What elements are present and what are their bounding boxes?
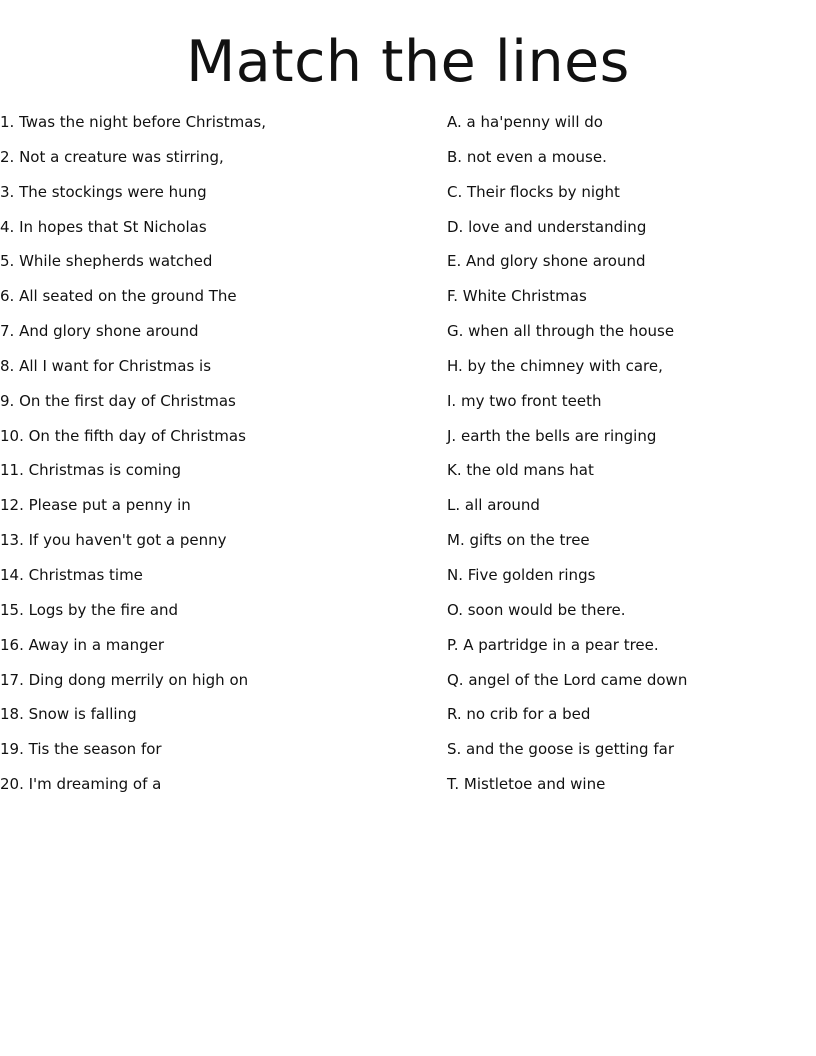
right-line-m: M. gifts on the tree [447, 531, 590, 550]
right-line-i: I. my two front teeth [447, 391, 602, 410]
right-line-b: B. not even a mouse. [447, 147, 607, 166]
right-line-r: R. no crib for a bed [447, 705, 591, 724]
right-line-l: L. all around [447, 496, 540, 515]
right-line-d: D. love and understanding [447, 217, 647, 236]
left-line-15: 15. Logs by the fire and [0, 600, 179, 619]
left-line-20: 20. I'm dreaming of a [0, 775, 162, 794]
page-title: Match the lines [186, 29, 630, 95]
left-line-7: 7. And glory shone around [0, 322, 199, 341]
left-line-19: 19. Tis the season for [0, 740, 162, 759]
right-line-t: T. Mistletoe and wine [447, 775, 606, 794]
right-column-list [447, 110, 687, 807]
right-line-q: Q. angel of the Lord came down [447, 670, 688, 689]
right-line-o: O. soon would be there. [447, 600, 626, 619]
right-line-f: F. White Christmas [447, 287, 587, 306]
right-line-s: S. and the goose is getting far [447, 740, 674, 759]
left-line-13: 13. If you haven't got a penny [0, 531, 227, 550]
left-line-8: 8. All I want for Christmas is [0, 356, 212, 375]
left-line-1: 1. Twas the night before Christmas, [0, 113, 266, 131]
left-line-11: 11. Christmas is coming [0, 461, 182, 480]
left-line-4: 4. In hopes that St Nicholas [0, 217, 207, 236]
left-line-2: 2. Not a creature was stirring, [0, 147, 224, 166]
left-line-6: 6. All seated on the ground The [0, 287, 237, 306]
left-line-3: 3. The stockings were hung [0, 182, 207, 201]
left-column-list [0, 110, 266, 807]
left-line-12: 12. Please put a penny in [0, 496, 191, 515]
right-line-n: N. Five golden rings [447, 565, 596, 584]
right-line-p: P. A partridge in a pear tree. [447, 635, 659, 654]
right-line-h: H. by the chimney with care, [447, 356, 663, 375]
left-line-17: 17. Ding dong merrily on high on [0, 670, 249, 689]
right-line-g: G. when all through the house [447, 322, 675, 341]
left-line-14: 14. Christmas time [0, 565, 143, 584]
right-line-k: K. the old mans hat [447, 461, 594, 480]
right-line-j: J. earth the bells are ringing [447, 426, 657, 445]
left-line-9: 9. On the first day of Christmas [0, 391, 236, 410]
right-line-e: E. And glory shone around [447, 252, 646, 271]
left-line-18: 18. Snow is falling [0, 705, 137, 724]
right-line-a: A. a ha'penny will do [447, 113, 603, 131]
left-line-10: 10. On the fifth day of Christmas [0, 426, 246, 445]
left-line-5: 5. While shepherds watched [0, 252, 213, 271]
right-line-c: C. Their flocks by night [447, 182, 620, 201]
left-line-16: 16. Away in a manger [0, 635, 165, 654]
